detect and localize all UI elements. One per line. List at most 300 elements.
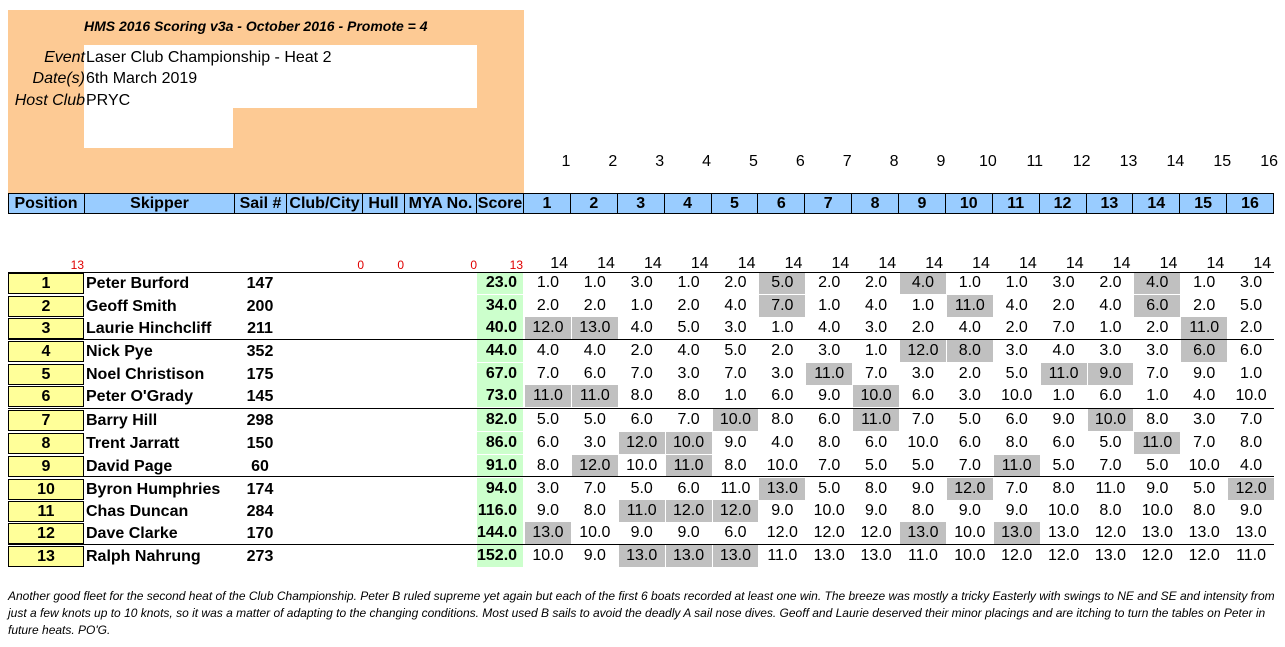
race-result: 5.0 xyxy=(1005,365,1028,382)
race-result-discarded: 13.0 xyxy=(525,522,571,544)
sail-number: 200 xyxy=(246,298,274,315)
race-result: 4.0 xyxy=(1052,342,1075,359)
race-result-discarded: 8.0 xyxy=(947,340,993,362)
skipper-name: Dave Clarke xyxy=(86,525,178,542)
score-cell: 40.0 xyxy=(477,317,523,339)
race-result: 7.0 xyxy=(724,365,747,382)
sail-number: 284 xyxy=(246,503,274,520)
race-result: 7.0 xyxy=(1052,319,1075,336)
race-result: 6.0 xyxy=(677,480,700,497)
race-result-discarded: 12.0 xyxy=(1228,478,1274,500)
race-result: 2.0 xyxy=(818,274,841,291)
race-result: 9.0 xyxy=(864,502,888,519)
race-result: 5.0 xyxy=(1052,457,1075,474)
race-result-discarded: 10.0 xyxy=(853,385,899,407)
race-number: 2 xyxy=(608,153,618,170)
race-result: 12.0 xyxy=(1047,547,1080,564)
race-result: 3.0 xyxy=(1052,274,1075,291)
race-result-discarded: 5.0 xyxy=(759,272,805,294)
race-result: 6.0 xyxy=(1099,387,1122,404)
sail-number: 174 xyxy=(246,481,274,498)
header-hull[interactable]: Hull xyxy=(363,193,405,214)
sail-number: 298 xyxy=(246,412,274,429)
race-result: 9.0 xyxy=(630,524,653,541)
race-result-discarded: 12.0 xyxy=(666,500,712,522)
position-cell: 11 xyxy=(8,501,84,522)
race-result: 13.0 xyxy=(1141,524,1173,541)
race-result: 5.0 xyxy=(1239,297,1263,314)
race-result-discarded: 12.0 xyxy=(525,317,571,339)
race-result: 10.0 xyxy=(766,457,798,474)
race-count: 14 xyxy=(1018,255,1037,272)
race-result: 10.0 xyxy=(1047,502,1080,519)
race-result: 2.0 xyxy=(536,297,560,314)
race-result: 6.0 xyxy=(818,411,841,428)
race-result: 1.0 xyxy=(1146,387,1169,404)
race-result-discarded: 12.0 xyxy=(572,455,618,477)
race-result: 5.0 xyxy=(911,457,935,474)
race-result-discarded: 11.0 xyxy=(619,500,665,522)
race-result: 7.0 xyxy=(1146,365,1169,382)
race-result: 1.0 xyxy=(1099,319,1122,336)
race-result-discarded: 11.0 xyxy=(572,385,618,407)
race-result-discarded: 12.0 xyxy=(900,340,946,362)
host-club-value[interactable]: PRYC xyxy=(86,92,131,109)
race-result: 7.0 xyxy=(1239,411,1263,428)
header-9[interactable]: 9 xyxy=(899,193,946,214)
race-result-discarded: 11.0 xyxy=(1041,363,1087,385)
race-result: 1.0 xyxy=(1052,387,1075,404)
race-result: 3.0 xyxy=(958,387,981,404)
sail-number: 150 xyxy=(246,435,274,452)
event-value[interactable]: Laser Club Championship - Heat 2 xyxy=(86,49,332,66)
race-result: 8.0 xyxy=(864,480,888,497)
race-result: 13.0 xyxy=(813,547,845,564)
race-result: 10.0 xyxy=(626,457,658,474)
score-cell: 116.0 xyxy=(477,500,523,522)
race-result: 3.0 xyxy=(864,319,888,336)
race-result-discarded: 11.0 xyxy=(1134,432,1180,454)
sail-number: 211 xyxy=(247,320,273,337)
race-result: 8.0 xyxy=(536,457,560,474)
race-result: 6.0 xyxy=(1005,411,1028,428)
race-number: 11 xyxy=(1026,153,1044,170)
race-result: 8.0 xyxy=(1193,502,1216,519)
race-result: 4.0 xyxy=(1005,297,1028,314)
race-result: 4.0 xyxy=(536,342,560,359)
race-result: 8.0 xyxy=(818,434,841,451)
race-result-discarded: 10.0 xyxy=(666,432,712,454)
race-result: 12.0 xyxy=(860,524,892,541)
race-result-discarded: 13.0 xyxy=(572,317,618,339)
header-club-city[interactable]: Club/City xyxy=(287,193,363,214)
race-number: 15 xyxy=(1213,153,1232,170)
group-divider xyxy=(8,408,1274,409)
race-result: 6.0 xyxy=(1052,434,1075,451)
race-result: 11.0 xyxy=(767,547,798,564)
race-result: 7.0 xyxy=(864,365,888,382)
header-skipper[interactable]: Skipper xyxy=(85,193,235,214)
skipper-name: Geoff Smith xyxy=(86,298,177,315)
race-result-discarded: 4.0 xyxy=(1134,272,1180,294)
header-5[interactable]: 5 xyxy=(712,193,759,214)
race-result: 10.0 xyxy=(813,502,845,519)
position-cell: 3 xyxy=(8,318,84,339)
race-number: 9 xyxy=(936,153,946,170)
race-result: 7.0 xyxy=(818,457,841,474)
position-cell: 5 xyxy=(8,364,84,385)
race-result: 6.0 xyxy=(724,524,747,541)
event-details-box-lower xyxy=(84,108,233,148)
sail-number: 60 xyxy=(251,458,269,475)
race-count: 14 xyxy=(831,255,850,272)
race-result: 10.0 xyxy=(1235,387,1267,404)
race-result: 12.0 xyxy=(1141,547,1173,564)
race-result: 10.0 xyxy=(1188,457,1220,474)
score-cell: 94.0 xyxy=(477,478,523,500)
race-result: 6.0 xyxy=(1239,342,1263,359)
position-cell: 8 xyxy=(8,433,84,454)
race-result-discarded: 11.0 xyxy=(666,455,712,477)
race-result: 5.0 xyxy=(958,411,981,428)
header-6[interactable]: 6 xyxy=(758,193,805,214)
race-result: 6.0 xyxy=(536,434,560,451)
header-3[interactable]: 3 xyxy=(618,193,665,214)
race-result: 4.0 xyxy=(1239,457,1263,474)
race-number: 10 xyxy=(978,153,997,170)
race-result: 2.0 xyxy=(1099,274,1122,291)
skipper-name: Peter O'Grady xyxy=(86,388,193,405)
position-cell: 4 xyxy=(8,341,84,362)
race-result: 2.0 xyxy=(958,365,981,382)
race-result: 4.0 xyxy=(724,297,747,314)
race-result: 6.0 xyxy=(771,387,794,404)
race-result: 9.0 xyxy=(1146,480,1169,497)
race-result: 2.0 xyxy=(1193,297,1216,314)
race-result-discarded: 11.0 xyxy=(947,295,993,317)
race-result: 8.0 xyxy=(1239,434,1263,451)
race-result: 13.0 xyxy=(1047,524,1080,541)
score-cell: 152.0 xyxy=(477,545,523,567)
race-result: 12.0 xyxy=(1094,524,1126,541)
race-count: 14 xyxy=(690,255,709,272)
race-result: 2.0 xyxy=(724,274,747,291)
skipper-name: Byron Humphries xyxy=(86,481,221,498)
race-result: 11.0 xyxy=(1095,480,1126,497)
header-12[interactable]: 12 xyxy=(1040,193,1087,214)
race-result: 11.0 xyxy=(720,480,751,497)
host-club-label: Host Club xyxy=(14,92,85,109)
race-result: 3.0 xyxy=(1239,274,1263,291)
group-divider xyxy=(8,544,1274,545)
skipper-name: David Page xyxy=(86,458,173,475)
event-label: Event xyxy=(44,49,85,66)
header-14[interactable]: 14 xyxy=(1133,193,1180,214)
skipper-name: Nick Pye xyxy=(86,343,153,360)
race-result: 3.0 xyxy=(1193,411,1216,428)
race-count: 14 xyxy=(972,255,990,272)
date-value[interactable]: 6th March 2019 xyxy=(86,70,198,87)
race-result: 1.0 xyxy=(630,297,653,314)
race-result: 5.0 xyxy=(1146,457,1169,474)
sail-number: 273 xyxy=(246,548,274,565)
header-10[interactable]: 10 xyxy=(946,193,993,214)
race-result: 10.0 xyxy=(954,524,986,541)
race-result-discarded: 13.0 xyxy=(994,522,1040,544)
race-result: 13.0 xyxy=(1235,524,1267,541)
race-count: 14 xyxy=(1206,255,1225,272)
race-result-discarded: 6.0 xyxy=(1134,295,1180,317)
header-position[interactable]: Position xyxy=(8,193,85,214)
race-result: 11.0 xyxy=(1236,547,1267,564)
race-result: 1.0 xyxy=(1005,274,1028,291)
race-result: 1.0 xyxy=(864,342,888,359)
score-count: 13 xyxy=(509,258,523,272)
race-count: 14 xyxy=(1159,255,1178,272)
sail-number: 145 xyxy=(246,388,274,405)
race-result: 7.0 xyxy=(1005,480,1028,497)
skipper-name: Laurie Hinchcliff xyxy=(86,320,212,337)
race-count: 14 xyxy=(737,255,756,272)
score-cell: 34.0 xyxy=(477,295,523,317)
race-result: 3.0 xyxy=(536,480,560,497)
race-result: 3.0 xyxy=(911,365,935,382)
race-result: 4.0 xyxy=(1193,387,1216,404)
race-result: 1.0 xyxy=(1193,274,1216,291)
position-cell: 6 xyxy=(8,386,84,407)
race-result-discarded: 10.0 xyxy=(713,409,759,431)
race-count: 14 xyxy=(597,255,615,272)
header-16[interactable]: 16 xyxy=(1227,193,1274,214)
skipper-name: Trent Jarratt xyxy=(86,435,180,452)
race-result: 8.0 xyxy=(724,457,747,474)
race-result: 13.0 xyxy=(1094,547,1126,564)
position-cell: 9 xyxy=(8,456,84,477)
race-result: 1.0 xyxy=(771,319,794,336)
race-result: 6.0 xyxy=(958,434,981,451)
position-cell: 2 xyxy=(8,296,84,317)
header-2[interactable]: 2 xyxy=(571,193,618,214)
race-result: 4.0 xyxy=(677,342,700,359)
race-result: 3.0 xyxy=(1146,342,1169,359)
race-result: 5.0 xyxy=(818,480,841,497)
race-result: 2.0 xyxy=(1239,319,1263,336)
score-cell: 144.0 xyxy=(477,522,523,544)
race-result-discarded: 11.0 xyxy=(853,409,899,431)
race-count: 14 xyxy=(878,255,897,272)
sail-number: 147 xyxy=(246,275,274,292)
race-count: 14 xyxy=(1112,255,1131,272)
skipper-name: Chas Duncan xyxy=(86,503,189,520)
race-result: 7.0 xyxy=(911,411,935,428)
score-cell: 82.0 xyxy=(477,409,523,431)
date-label: Date(s) xyxy=(32,70,85,87)
race-result: 2.0 xyxy=(630,342,653,359)
race-count: 14 xyxy=(1065,255,1084,272)
race-result: 9.0 xyxy=(911,480,935,497)
race-result-discarded: 13.0 xyxy=(759,478,805,500)
race-result: 4.0 xyxy=(1099,297,1122,314)
race-result: 7.0 xyxy=(958,457,981,474)
race-result: 10.0 xyxy=(1141,502,1173,519)
race-number: 16 xyxy=(1260,153,1279,170)
race-result: 8.0 xyxy=(1146,411,1169,428)
race-result: 2.0 xyxy=(1146,319,1169,336)
header-15[interactable]: 15 xyxy=(1180,193,1227,214)
race-result: 8.0 xyxy=(677,387,700,404)
race-result: 8.0 xyxy=(1005,434,1028,451)
position-cell: 10 xyxy=(8,479,84,500)
sail-number: 175 xyxy=(246,366,274,383)
race-result: 1.0 xyxy=(818,297,841,314)
race-result: 3.0 xyxy=(724,319,747,336)
race-result: 2.0 xyxy=(1005,319,1028,336)
sheet-title: HMS 2016 Scoring v3a - October 2016 - Promote = 4 xyxy=(84,18,428,34)
mya-count: 0 xyxy=(470,258,477,272)
race-result: 1.0 xyxy=(583,274,606,291)
race-result: 13.0 xyxy=(1188,524,1220,541)
race-number: 7 xyxy=(842,153,852,170)
race-result-discarded: 12.0 xyxy=(619,432,665,454)
header-11[interactable]: 11 xyxy=(993,193,1040,214)
race-result: 4.0 xyxy=(771,434,794,451)
race-result: 8.0 xyxy=(583,502,606,519)
race-result: 9.0 xyxy=(536,502,560,519)
race-result: 10.0 xyxy=(532,547,564,564)
race-result: 1.0 xyxy=(677,274,700,291)
race-result: 8.0 xyxy=(771,411,794,428)
header-sail[interactable]: Sail # xyxy=(235,193,287,214)
race-result: 1.0 xyxy=(724,387,747,404)
race-result: 1.0 xyxy=(536,274,560,291)
skipper-name: Ralph Nahrung xyxy=(86,548,201,565)
race-number: 4 xyxy=(702,153,712,170)
race-number: 12 xyxy=(1072,153,1091,170)
race-result: 3.0 xyxy=(771,365,794,382)
race-result: 3.0 xyxy=(1099,342,1122,359)
score-cell: 44.0 xyxy=(477,340,523,362)
race-result: 2.0 xyxy=(864,274,888,291)
race-number: 8 xyxy=(889,153,899,170)
race-number: 5 xyxy=(749,153,758,170)
header-8[interactable]: 8 xyxy=(852,193,899,214)
race-result: 7.0 xyxy=(1099,457,1122,474)
club-count: 0 xyxy=(357,258,364,272)
sail-number: 170 xyxy=(246,525,274,542)
header-mya-no[interactable]: MYA No. xyxy=(405,193,477,214)
race-result: 6.0 xyxy=(630,411,653,428)
header-score[interactable]: Score xyxy=(477,195,523,212)
race-result: 1.0 xyxy=(1239,365,1263,382)
race-number: 3 xyxy=(655,153,665,170)
race-result: 9.0 xyxy=(1193,365,1216,382)
score-cell: 23.0 xyxy=(477,272,523,294)
position-cell: 1 xyxy=(8,273,84,294)
score-cell: 86.0 xyxy=(477,432,523,454)
race-count: 14 xyxy=(643,255,662,272)
race-result: 3.0 xyxy=(583,434,606,451)
race-result: 7.0 xyxy=(583,480,606,497)
race-result: 2.0 xyxy=(583,297,606,314)
race-result: 5.0 xyxy=(724,342,747,359)
race-result: 2.0 xyxy=(677,297,700,314)
header-4[interactable]: 4 xyxy=(665,193,712,214)
race-result: 12.0 xyxy=(1188,547,1220,564)
race-result: 7.0 xyxy=(536,365,560,382)
position-count: 13 xyxy=(70,258,84,272)
race-number: 1 xyxy=(561,153,571,170)
header-1[interactable]: 1 xyxy=(524,193,571,214)
skipper-name: Noel Christison xyxy=(86,366,205,383)
header-7[interactable]: 7 xyxy=(805,193,852,214)
race-result: 3.0 xyxy=(677,365,700,382)
race-count: 14 xyxy=(1253,255,1272,272)
race-result: 5.0 xyxy=(864,457,888,474)
race-result: 11.0 xyxy=(907,547,938,564)
skipper-name: Barry Hill xyxy=(86,412,158,429)
race-result: 8.0 xyxy=(1099,502,1122,519)
race-result: 5.0 xyxy=(536,411,560,428)
race-result: 3.0 xyxy=(1005,342,1028,359)
race-result: 12.0 xyxy=(813,524,845,541)
header-13[interactable]: 13 xyxy=(1087,193,1134,214)
race-result-discarded: 11.0 xyxy=(525,385,571,407)
race-result: 12.0 xyxy=(1001,547,1033,564)
race-number: 14 xyxy=(1166,153,1185,170)
race-number: 13 xyxy=(1119,153,1138,170)
race-result: 9.0 xyxy=(958,502,981,519)
race-result-discarded: 11.0 xyxy=(806,363,852,385)
race-result: 4.0 xyxy=(630,319,653,336)
race-result: 5.0 xyxy=(583,411,606,428)
race-result: 10.0 xyxy=(907,434,939,451)
race-result: 13.0 xyxy=(860,547,892,564)
race-result: 4.0 xyxy=(818,319,841,336)
race-result-discarded: 12.0 xyxy=(713,500,759,522)
position-cell: 12 xyxy=(8,523,84,544)
race-result-discarded: 13.0 xyxy=(900,522,946,544)
race-result: 6.0 xyxy=(583,365,606,382)
race-result: 4.0 xyxy=(583,342,606,359)
race-result: 9.0 xyxy=(771,502,794,519)
race-result: 1.0 xyxy=(911,297,935,314)
race-result: 10.0 xyxy=(579,524,611,541)
race-result: 9.0 xyxy=(1052,411,1075,428)
race-result: 9.0 xyxy=(1239,502,1263,519)
race-result: 6.0 xyxy=(911,387,935,404)
race-result: 10.0 xyxy=(1001,387,1033,404)
race-result-discarded: 13.0 xyxy=(666,545,712,567)
race-result: 7.0 xyxy=(1193,434,1216,451)
race-result: 4.0 xyxy=(958,319,981,336)
race-result-discarded: 9.0 xyxy=(1088,363,1134,385)
race-result: 9.0 xyxy=(724,434,747,451)
race-result: 5.0 xyxy=(630,480,653,497)
race-result: 2.0 xyxy=(911,319,935,336)
race-count: 14 xyxy=(784,255,803,272)
score-cell: 73.0 xyxy=(477,385,523,407)
score-cell: 91.0 xyxy=(477,455,523,477)
position-cell: 7 xyxy=(8,410,84,431)
race-result: 8.0 xyxy=(1052,480,1075,497)
race-result: 9.0 xyxy=(1005,502,1028,519)
race-result: 9.0 xyxy=(818,387,841,404)
race-result-discarded: 4.0 xyxy=(900,272,946,294)
position-cell: 13 xyxy=(8,546,84,567)
race-result: 9.0 xyxy=(677,524,700,541)
race-result-discarded: 6.0 xyxy=(1181,340,1227,362)
race-result: 3.0 xyxy=(630,274,653,291)
